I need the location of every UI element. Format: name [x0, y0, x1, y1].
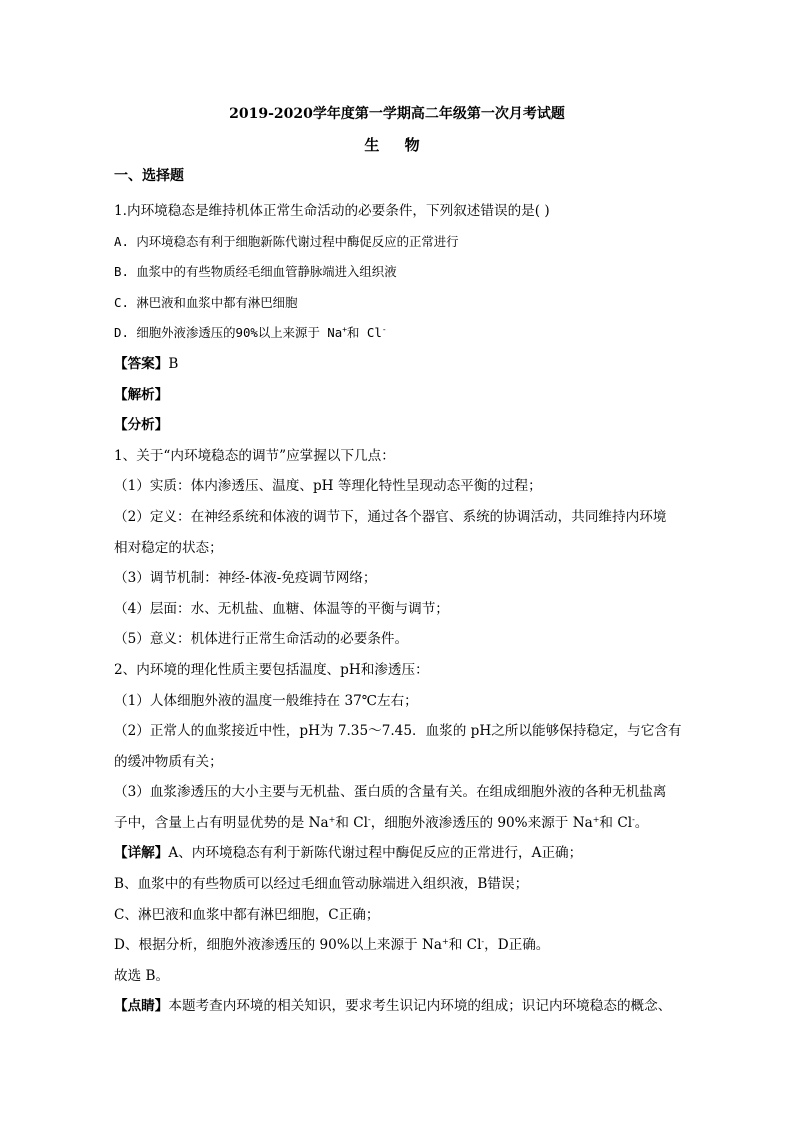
analysis-p1: 1、关于“内环境稳态的调节”应掌握以下几点： — [114, 447, 395, 464]
ion-plus: + — [442, 937, 449, 947]
option-d-text-1: D. 细胞外液渗透压的90%以上来源于 Na — [114, 325, 343, 341]
analysis-p1-2a: （2）定义：在神经系统和体液的调节下，通过各个器官、系统的协调活动，共同维持内环境 — [114, 508, 667, 525]
jiexi-label: 【解析】 — [114, 386, 169, 403]
analysis-p1-5: （5）意义：机体进行正常生命活动的必要条件。 — [114, 631, 409, 648]
ion-minus: - — [368, 814, 371, 824]
analysis-p1-1: （1）实质：体内渗透压、温度、pH 等理化特性呈现动态平衡的过程； — [114, 478, 542, 495]
detail-label: 【详解】 — [114, 845, 169, 862]
analysis-p2-3b: 子中，含量上占有明显优势的是 Na+和 Cl-，细胞外液渗透压的 90%来源于 Na+和 Cl-。 — [114, 814, 649, 831]
analysis-p1-3: （3）调节机制：神经-体液-免疫调节网络； — [114, 570, 377, 587]
answer-value: B — [168, 355, 179, 372]
tip-label: 【点睛】 — [114, 998, 169, 1015]
tip-line — [114, 991, 686, 1022]
detail-d: D、根据分析，细胞外液渗透压的 90%以上来源于 Na+和 Cl-，D正确。 — [114, 937, 550, 954]
ion-minus: - — [632, 814, 635, 824]
ion-minus: - — [481, 937, 485, 947]
detail-conclusion: 故选 B。 — [114, 967, 170, 984]
answer-label: 【答案】 — [114, 355, 169, 372]
analysis-p2-1: （1）人体细胞外液的温度一般维持在 37℃左右； — [114, 692, 418, 709]
analysis-p2-2b: 的缓冲物质有关； — [114, 753, 223, 770]
analysis-p2-3a: （3）血浆渗透压的大小主要与无机盐、蛋白质的含量有关。在组成细胞外液的各种无机盐离 — [114, 784, 667, 801]
ion-plus: + — [328, 814, 336, 824]
option-b: B. 血浆中的有些物质经毛细血管静脉端进入组织液 — [114, 264, 397, 280]
detail-b: B、血浆中的有些物质可以经过毛细血管动脉端进入组织液，B错误； — [114, 876, 529, 893]
fenxi-label: 【分析】 — [114, 417, 169, 434]
option-c: C. 淋巴液和血浆中都有淋巴细胞 — [114, 294, 298, 310]
analysis-p1-2b: 相对稳定的状态； — [114, 539, 223, 556]
ion-minus: - — [381, 325, 387, 335]
option-d — [114, 318, 686, 349]
detail-a: 【详解】A、内环境稳态有利于新陈代谢过程中酶促反应的正常进行，A正确； — [114, 845, 583, 862]
ion-plus: + — [592, 814, 600, 824]
analysis-p2: 2、内环境的理化性质主要包括温度、pH和渗透压： — [114, 661, 429, 678]
option-a: A. 内环境稳态有利于细胞新陈代谢过程中酶促反应的正常进行 — [114, 233, 459, 249]
exam-subject: 生 物 — [364, 136, 430, 154]
ion-plus: + — [342, 325, 348, 335]
tip-text: 本题考查内环境的相关知识，要求考生识记内环境的组成；识记内环境稳态的概念、 — [168, 998, 672, 1015]
exam-title: 2019-2020学年度第一学期高二年级第一次月考试题 — [229, 106, 565, 122]
question-stem: 1.内环境稳态是维持机体正常生命活动的必要条件，下列叙述错误的是( ) — [114, 203, 550, 219]
section-heading: 一、选择题 — [114, 168, 184, 184]
answer-line — [114, 349, 686, 380]
option-d-text-2: 和 Cl — [347, 325, 382, 341]
analysis-p2-2a: （2）正常人的血浆接近中性，pH为 7.35～7.45．血浆的 pH之所以能够保持稳定，与它含有 — [114, 723, 682, 740]
detail-c: C、淋巴液和血浆中都有淋巴细胞，C正确； — [114, 906, 380, 923]
content-body — [114, 196, 686, 1022]
analysis-p1-4: （4）层面：水、无机盐、血糖、体温等的平衡与调节； — [114, 600, 449, 617]
